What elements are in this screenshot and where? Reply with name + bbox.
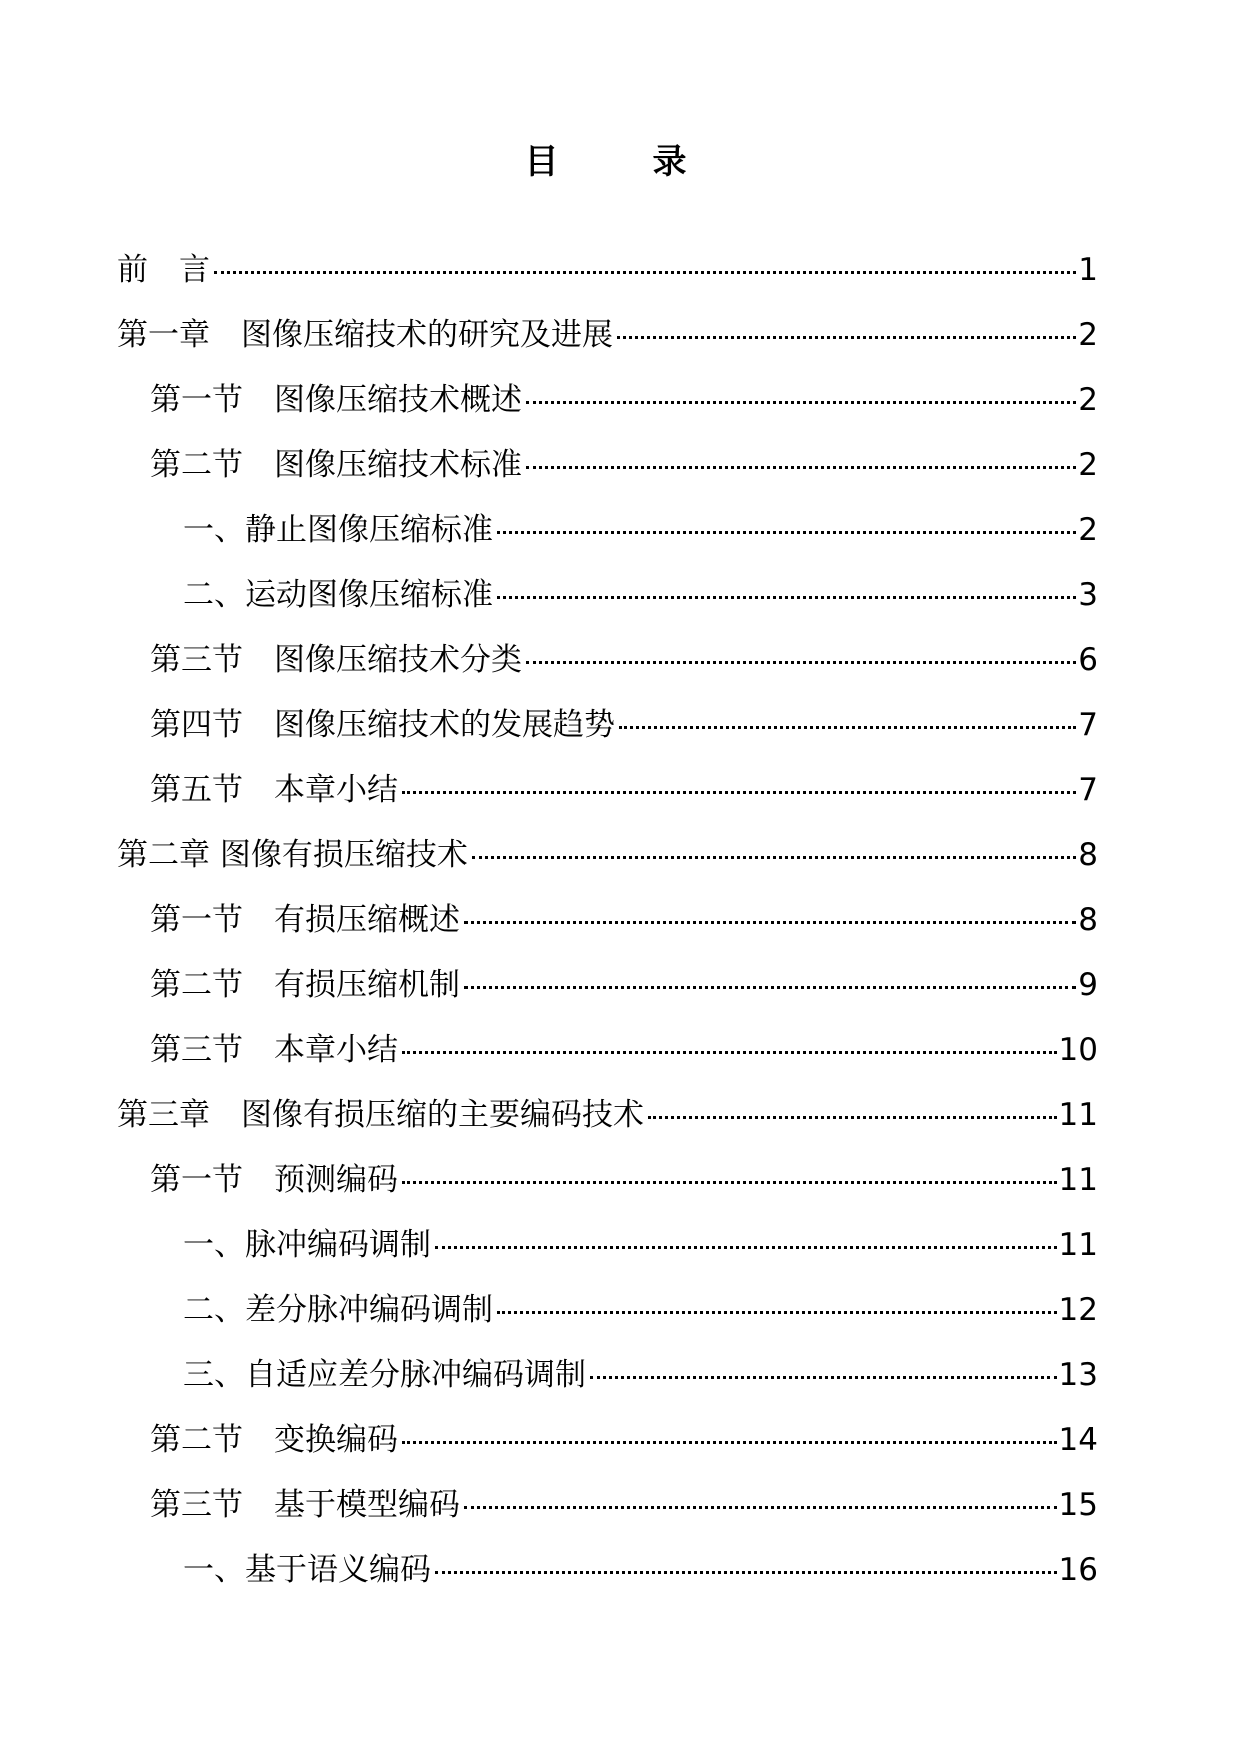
toc-entry-label: 第三节 基于模型编码 [150,1487,460,1523]
toc-entry-label: 二、运动图像压缩标准 [183,577,493,613]
toc-entry[interactable] [117,1473,1098,1538]
toc-entry-label: 第二章 图像有损压缩技术 [117,837,468,873]
dot-leader [435,1246,1057,1249]
toc-entry[interactable] [117,1343,1098,1408]
toc-entry-page-number: 7 [1078,707,1098,743]
toc-entry[interactable] [117,823,1098,888]
toc-entry-page-number: 2 [1078,512,1098,548]
toc-entry[interactable] [117,758,1098,823]
toc-entry-page-number: 9 [1078,967,1098,1003]
dot-leader [648,1116,1057,1119]
toc-entry-label: 第三章 图像有损压缩的主要编码技术 [117,1097,644,1133]
toc-title: 目 录 [524,142,717,182]
toc-entry[interactable] [117,1538,1098,1603]
toc-entry-label: 二、差分脉冲编码调制 [183,1292,493,1328]
dot-leader [472,856,1076,859]
toc-entry-page-number: 2 [1078,382,1098,418]
toc-entry-label: 第五节 本章小结 [150,772,398,808]
dot-leader [402,1051,1057,1054]
toc-entry-page-number: 7 [1078,772,1098,808]
toc-entry-page-number: 11 [1058,1227,1098,1263]
toc-entry[interactable] [117,563,1098,628]
toc-entry-label: 三、自适应差分脉冲编码调制 [183,1357,586,1393]
dot-leader [402,1441,1057,1444]
toc-entry[interactable] [117,628,1098,693]
toc-entry-label: 第一章 图像压缩技术的研究及进展 [117,317,613,353]
toc-entry-page-number: 15 [1058,1487,1098,1523]
toc-entry[interactable] [117,953,1098,1018]
dot-leader [497,596,1076,599]
dot-leader [619,726,1076,729]
toc-list [117,238,1098,1603]
toc-entry-page-number: 13 [1058,1357,1098,1393]
toc-entry-page-number: 12 [1058,1292,1098,1328]
toc-entry[interactable] [117,1408,1098,1473]
dot-leader [497,531,1076,534]
toc-entry-page-number: 3 [1078,577,1098,613]
dot-leader [617,336,1076,339]
toc-entry-label: 前 言 [117,252,210,288]
toc-entry-page-number: 2 [1078,317,1098,353]
toc-entry-page-number: 16 [1058,1552,1098,1588]
toc-entry[interactable] [117,1213,1098,1278]
toc-entry[interactable] [117,303,1098,368]
toc-entry[interactable] [117,238,1098,303]
dot-leader [464,1506,1057,1509]
toc-entry-label: 第二节 有损压缩机制 [150,967,460,1003]
toc-entry[interactable] [117,1018,1098,1083]
dot-leader [402,1181,1057,1184]
toc-entry-label: 第二节 图像压缩技术标准 [150,447,522,483]
toc-entry-page-number: 14 [1058,1422,1098,1458]
toc-entry-label: 第三节 本章小结 [150,1032,398,1068]
toc-entry-page-number: 2 [1078,447,1098,483]
toc-entry-page-number: 8 [1078,902,1098,938]
toc-entry-label: 第一节 有损压缩概述 [150,902,460,938]
toc-entry[interactable] [117,1148,1098,1213]
toc-entry[interactable] [117,693,1098,758]
toc-entry-label: 第二节 变换编码 [150,1422,398,1458]
dot-leader [526,661,1076,664]
dot-leader [402,791,1076,794]
toc-entry-page-number: 10 [1058,1032,1098,1068]
toc-entry-page-number: 11 [1058,1097,1098,1133]
toc-entry-page-number: 6 [1078,642,1098,678]
toc-entry[interactable] [117,1278,1098,1343]
dot-leader [464,986,1076,989]
toc-entry[interactable] [117,498,1098,563]
toc-entry-label: 一、静止图像压缩标准 [183,512,493,548]
toc-entry-label: 一、脉冲编码调制 [183,1227,431,1263]
toc-entry-label: 第三节 图像压缩技术分类 [150,642,522,678]
toc-entry-label: 第四节 图像压缩技术的发展趋势 [150,707,615,743]
toc-entry[interactable] [117,888,1098,953]
toc-entry-page-number: 8 [1078,837,1098,873]
toc-entry-page-number: 1 [1078,252,1098,288]
toc-entry-label: 第一节 预测编码 [150,1162,398,1198]
dot-leader [526,466,1076,469]
toc-entry-label: 第一节 图像压缩技术概述 [150,382,522,418]
dot-leader [214,271,1076,274]
toc-entry[interactable] [117,433,1098,498]
toc-entry-label: 一、基于语义编码 [183,1552,431,1588]
dot-leader [435,1571,1057,1574]
toc-entry[interactable] [117,368,1098,433]
toc-entry[interactable] [117,1083,1098,1148]
toc-entry-page-number: 11 [1058,1162,1098,1198]
dot-leader [464,921,1076,924]
dot-leader [590,1376,1057,1379]
dot-leader [526,401,1076,404]
dot-leader [497,1311,1057,1314]
